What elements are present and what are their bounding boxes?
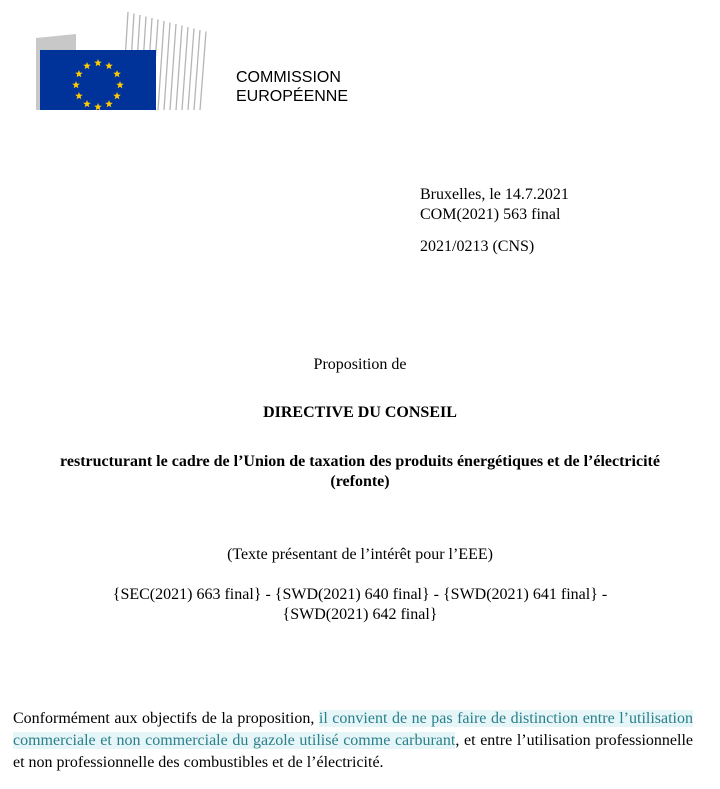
- org-line-1: COMMISSION: [236, 69, 341, 86]
- eu-commission-logo: [36, 10, 226, 110]
- eee-note: (Texte présentant de l’intérêt pour l’EEE): [227, 546, 493, 563]
- org-line-2: EUROPÉENNE: [236, 88, 349, 105]
- com-reference: COM(2021) 563 final: [420, 206, 561, 223]
- procedure-number: 2021/0213 (CNS): [420, 238, 535, 255]
- reference-line-2: {SWD(2021) 642 final}: [282, 606, 438, 623]
- organisation-name: [236, 68, 348, 106]
- proposal-label: Proposition de: [313, 356, 407, 373]
- document-title: DIRECTIVE DU CONSEIL: [263, 404, 457, 421]
- document-subtitle: restructurant le cadre de l’Union de taxation des produits énergétiques et de l’électricité: [60, 453, 660, 470]
- reference-line-1: {SEC(2021) 663 final} - {SWD(2021) 640 final} - {SWD(2021) 641 final} -: [112, 586, 608, 603]
- paragraph-end: , et entre l’utilisation professionnelle et non professionnelle des combustibles et de l’électricité.: [13, 732, 694, 771]
- place-date: Bruxelles, le 14.7.2021: [420, 186, 569, 203]
- document-meta: [420, 185, 569, 257]
- paragraph-start: Conformément aux objectifs de la proposition,: [13, 710, 319, 727]
- highlighted-text: il convient de ne pas faire de distinction entre l’utilisation commerciale et non commerciale du gazole utilisé comme carburant: [13, 710, 693, 749]
- recast-label: (refonte): [330, 473, 390, 490]
- body-paragraph: [13, 708, 693, 774]
